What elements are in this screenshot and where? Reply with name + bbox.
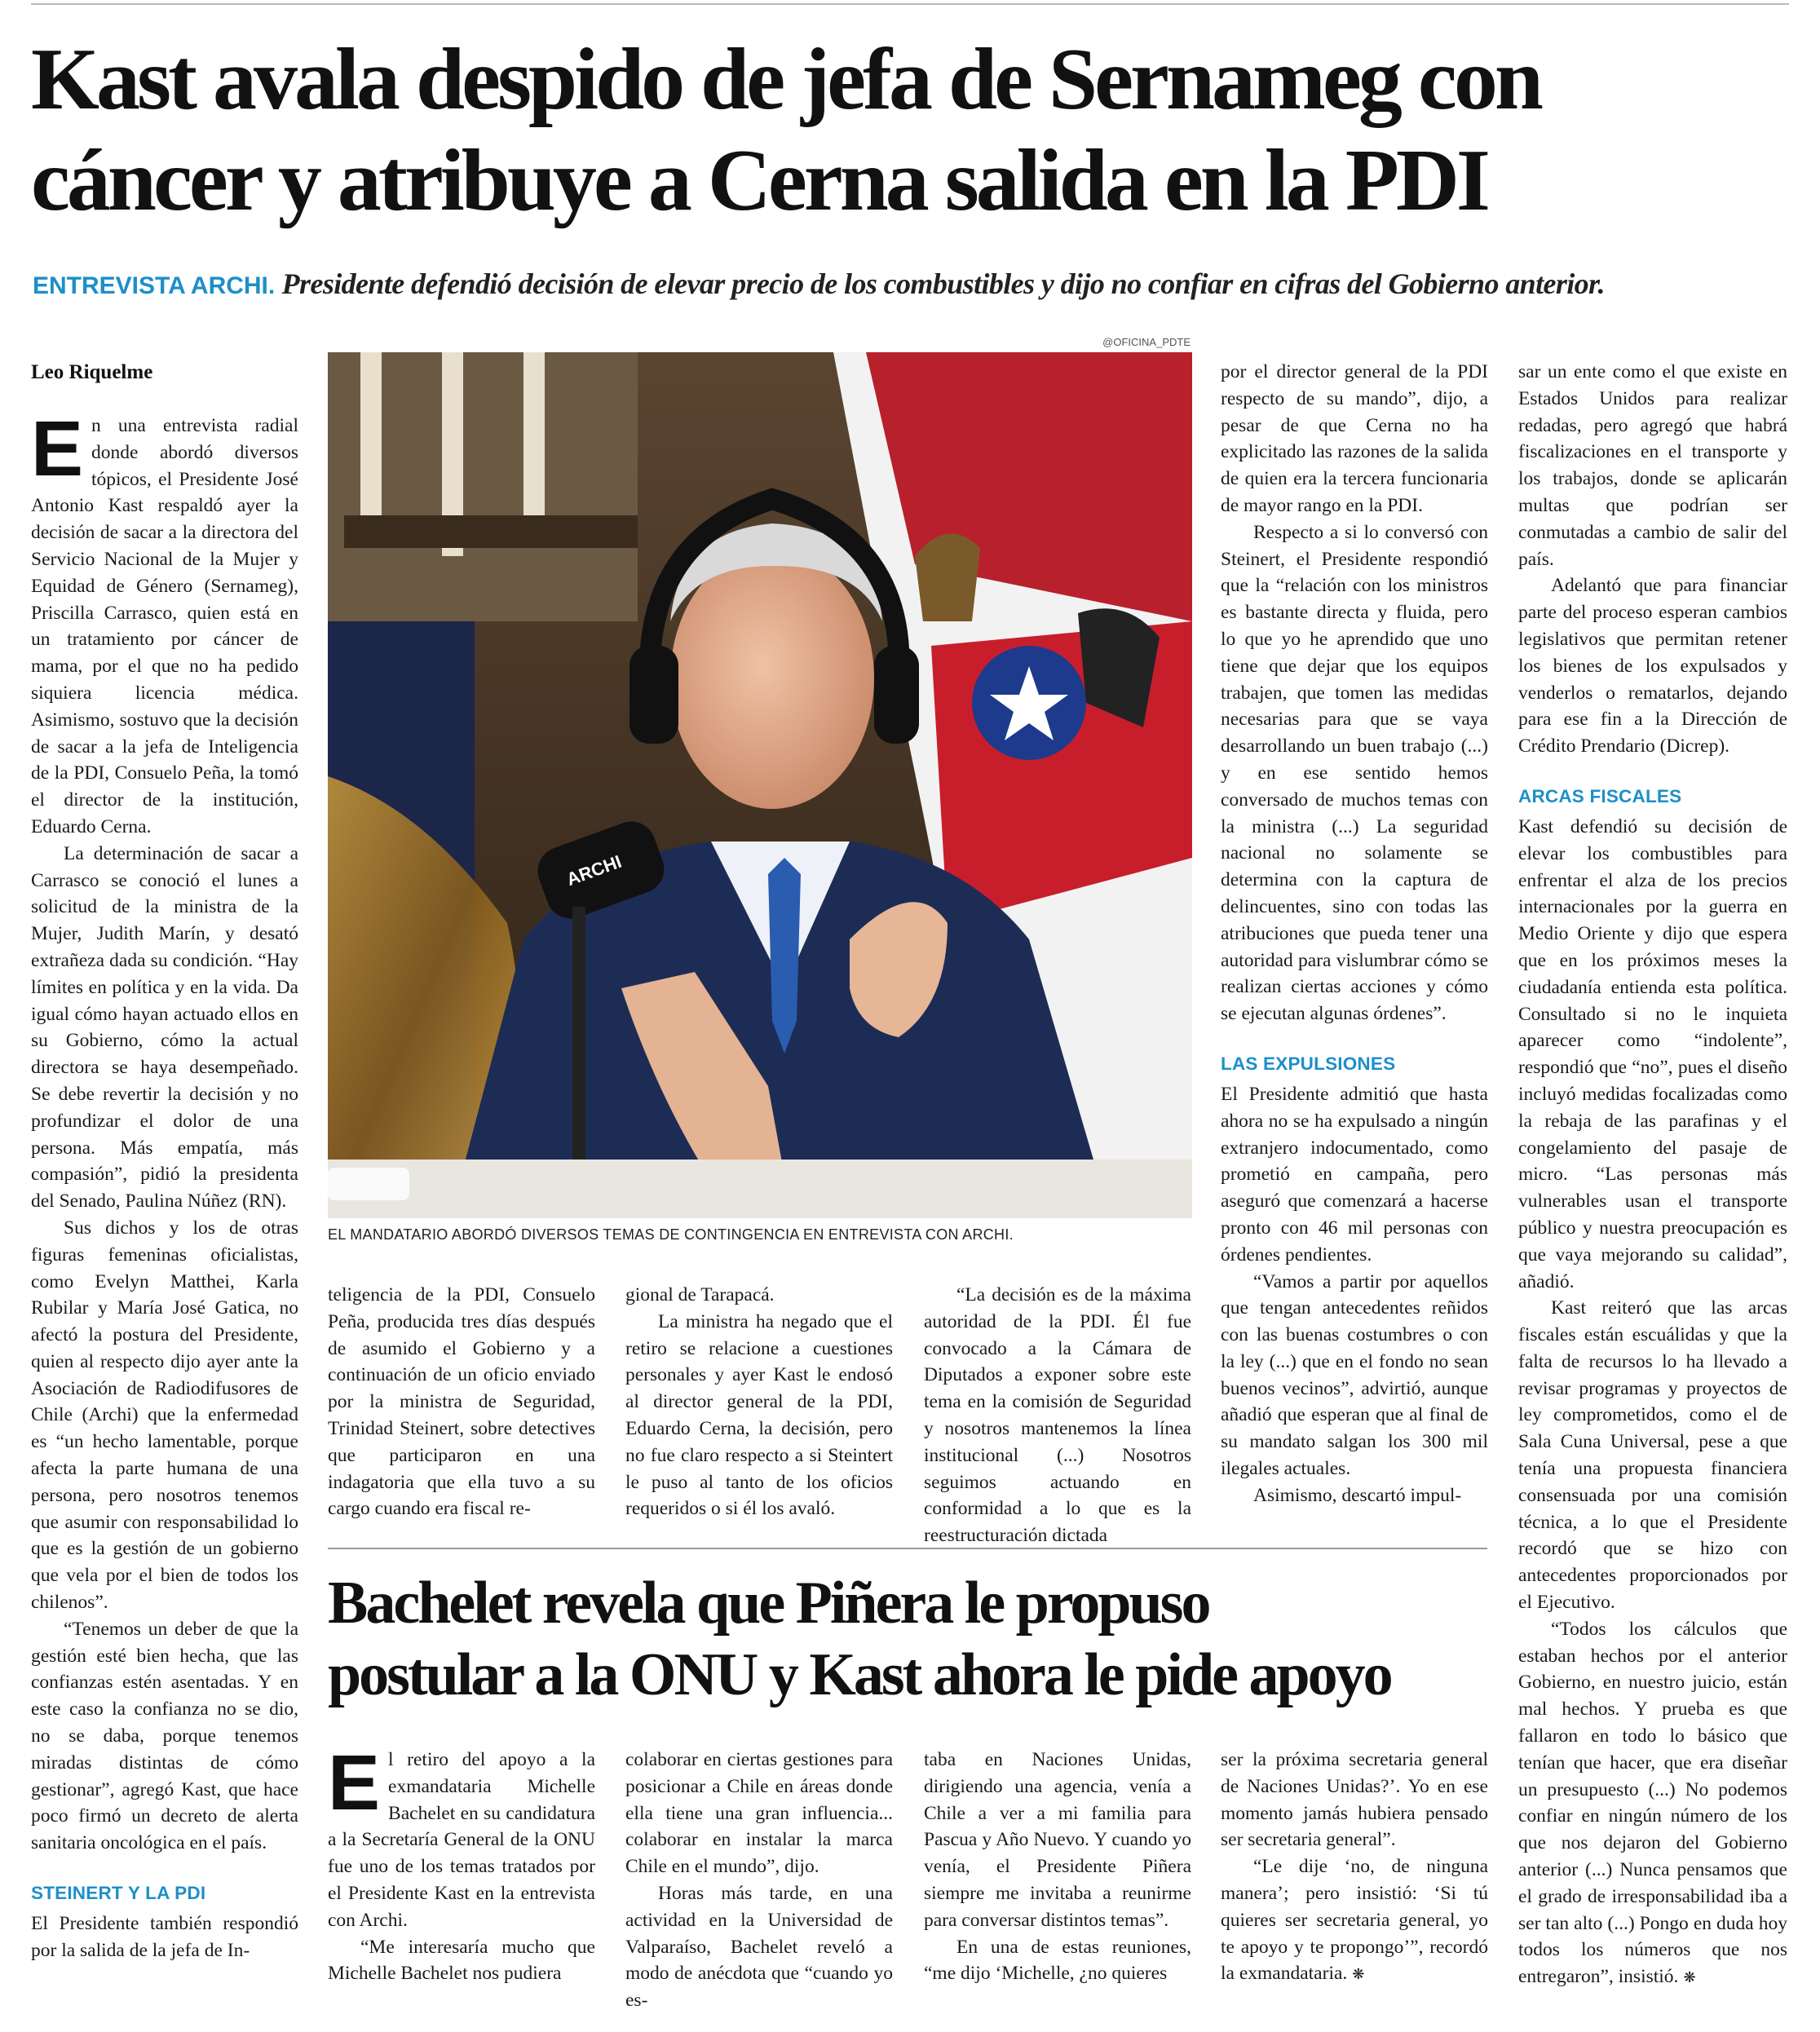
article1-column-2	[328, 1282, 595, 1522]
article1-column-5	[1221, 359, 1488, 1509]
article2-column-1	[328, 1739, 595, 1987]
article2-paragraph: colaborar en ciertas gestiones para posicionar a Chile en áreas donde ella tiene una gran influencia... colaborar en instalar la marca Chile en el mundo”, dijo.	[625, 1749, 893, 1878]
article1-paragraph: gional de Tarapacá.	[625, 1284, 775, 1305]
headline2-line-2: postular a la ONU y Kast ahora le pide apoyo	[328, 1641, 1391, 1708]
article1-column-6	[1518, 359, 1787, 1992]
article2-column-2	[625, 1747, 893, 2014]
secondary-headline	[328, 1567, 1502, 1711]
main-headline	[31, 29, 1792, 232]
article1-column-1	[31, 405, 298, 1964]
headline-line-2: cáncer y atribuye a Cerna salida en la PDI	[31, 132, 1487, 229]
article2-paragraph: En una de estas reuniones, “me dijo ‘Michelle, ¿no quieres	[924, 1936, 1191, 1985]
paragraph-text: “Todos los cálculos que estaban hechos por el anterior Gobierno, en nuestro juicio, están mal hechos. Y prueba es que fallaron en todo lo básico que tenían que hacer, que era diseñar un presupuesto (...) No podemos confiar en ningún número de los que nos dejaron del Gobierno anterior (...) Nunca pensamos que el grado de irresponsabilidad iba a ser tan alto (...) Pongo en duda hoy todos los números que nos entregaron”, insistió.	[1518, 1618, 1787, 1988]
article1-paragraph: La ministra ha negado que el retiro se relacione a cuestiones personales y ayer Kast le endosó al director general de la PDI, Eduardo Cerna, la decisión, pero no fue claro respecto a si Steintert le puso al tanto de los oficios requeridos o si él los avaló.	[625, 1310, 893, 1520]
article2-paragraph: “Me interesaría mucho que Michelle Bachelet nos pudiera	[328, 1936, 595, 1985]
subhead-steinert: STEINERT Y LA PDI	[31, 1883, 206, 1904]
headline-line-1: Kast avala despido de jefa de Sernameg con	[31, 31, 1540, 128]
article1-paragraph: Respecto a si lo conversó con Steinert, el Presidente respondió que la “relación con los ministros es bastante directa y fluida, pero lo que yo he aprendido que uno tiene que dejar que los equipos trabajen, que tomen las medidas necesarias para que se vaya desarrollando un buen trabajo (...) y en ese sentido hemos conversado de muchos temas con la ministra (...) La seguridad nacional no solamente se determina con la captura de delincuentes, sino con todas las atribuciones que pueda tener una autoridad para vislumbrar cómo se realizan ciertas acciones y cómo se ejecutan algunas órdenes”.	[1221, 521, 1488, 1025]
article1-paragraph: Asimismo, descartó impul-	[1253, 1484, 1462, 1506]
article2-column-4	[1221, 1747, 1488, 1989]
article1-column-4	[924, 1282, 1191, 1549]
deck-kicker: ENTREVISTA ARCHI.	[33, 272, 276, 299]
article2-paragraph	[328, 1739, 595, 1934]
article1-paragraph: teligencia de la PDI, Consuelo Peña, producida tres días después de asumido el Gobierno y a continuación de un oficio enviado por la ministra de Seguridad, Trinidad Steinert, sobre detectives que participaron en una indagatoria que ella tuvo a su cargo cuando era fiscal re-	[328, 1284, 595, 1520]
article-divider	[328, 1548, 1487, 1549]
photo-illustration	[328, 352, 1192, 1218]
end-mark-icon: ❋	[1352, 1966, 1365, 1984]
dropcap: E	[31, 405, 84, 493]
article1-paragraph: “Tenemos un deber de que la gestión esté bien hecha, que las confianzas estén asentadas. Y en este caso la confianza no se dio, no se daba, porque tenemos miradas distintas de cómo gestionar”, agregó Kast, que hace poco firmó un decreto de alerta sanitaria oncológica en el país.	[31, 1618, 298, 1854]
article2-paragraph: Horas más tarde, en una actividad en la Universidad de Valparaíso, Bachelet reveló a modo de anécdota que “cuando yo es-	[625, 1882, 893, 2012]
article2-paragraph: taba en Naciones Unidas, dirigiendo una agencia, venía a Chile a ver a mi familia para Pascua y Año Nuevo. Y cuando yo venía, el Presidente Piñera siempre me invitaba a reunirme para conversar distintos temas”.	[924, 1749, 1191, 1931]
article1-paragraph: Sus dichos y los de otras figuras femeninas oficialistas, como Evelyn Matthei, Karla Rubilar y María José Gatica, no afectó la postura del Presidente, quien al respecto dijo ayer ante la Asociación de Radiodifusores de Chile (Archi) que la enfermedad es “un hecho lamentable, porque afecta la parte humana de una persona, pero nosotros tenemos que asumir con responsabilidad lo que es la gestión de un gobierno que vela por el bien de todos los chilenos”.	[31, 1217, 298, 1614]
article1-column-3	[625, 1282, 893, 1522]
article1-paragraph: Kast reiteró que las arcas fiscales están escuálidas y que la falta de recursos lo ha llevado a revisar programas y proyectos de ley comprometidos, como el de Sala Cuna Universal, pese a que tenía una propuesta financiera consensuada por una comisión técnica, a lo que el Presidente recordó que se hizo con antecedentes proporcionados por el Ejecutivo.	[1518, 1297, 1787, 1614]
deck	[33, 266, 1802, 304]
photo-credit: @OFICINA_PDTE	[1102, 336, 1191, 348]
mic-logo: ARCHI	[563, 850, 625, 890]
article2-paragraph: ser la próxima secretaria general de Naciones Unidas?’. Yo en ese momento jamás hubiera pensado ser secretaria general”.	[1221, 1749, 1488, 1851]
paragraph-text: l retiro del apoyo a la exmandataria Michelle Bachelet en su candidatura a la Secretaría General de la ONU fue uno de los temas tratados por el Presidente Kast en la entrevista con Archi.	[328, 1749, 595, 1931]
photo-caption: EL MANDATARIO ABORDÓ DIVERSOS TEMAS DE CONTINGENCIA EN ENTREVISTA CON ARCHI.	[328, 1226, 1014, 1243]
article2-paragraph	[1221, 1853, 1488, 1989]
end-mark-icon: ❋	[1683, 1969, 1696, 1987]
article1-paragraph: “Vamos a partir por aquellos que tengan antecedentes reñidos con las buenas costumbres o con la ley (...) que en el fondo no sean buenos vecinos”, advirtió, aunque añadió que esperan que al final de su mandato salgan los 300 mil ilegales actuales.	[1221, 1270, 1488, 1480]
dropcap: E	[328, 1739, 381, 1827]
top-rule	[31, 3, 1789, 5]
article1-paragraph: El Presidente admitió que hasta ahora no se ha expulsado a ningún extranjero indocumentado, como prometió en campaña, pero aseguró que comenzará a hacerse pronto con 46 mil personas con órdenes pendientes.	[1221, 1083, 1488, 1266]
byline: Leo Riquelme	[31, 361, 153, 383]
subhead-expulsiones: LAS EXPULSIONES	[1221, 1053, 1396, 1074]
article1-paragraph: Kast defendió su decisión de elevar los combustibles para enfrentar el alza de los precios internacionales por la guerra en Medio Oriente y dijo que espera que en los próximos meses la ciudadanía entienda esta política. Consultado si no le inquieta aparecer como “indolente”, respondió que “no”, pues el diseño incluyó medidas focalizadas como la rebaja de las parafinas y el congelamiento del pasaje de micro. “Las personas más vulnerables usan el transporte público y nuestra preocupación es que vaya mejorando su calidad”, añadió.	[1518, 815, 1787, 1292]
article1-paragraph	[31, 405, 298, 841]
article1-paragraph: El Presidente también respondió por la salida de la jefa de In-	[31, 1913, 298, 1961]
article1-paragraph: por el director general de la PDI respecto de su mando”, dijo, a pesar de que Cerna no ha explicitado las razones de la salida de quien era la tercera funcionaria de mayor rango en la PDI.	[1221, 361, 1488, 516]
article1-paragraph	[1518, 1616, 1787, 1992]
article2-column-3	[924, 1747, 1191, 1987]
interview-photo	[328, 352, 1192, 1218]
paragraph-text: “Le dije ‘no, de ninguna manera’; pero insistió: ‘Si tú quieres ser secretaria general, yo te apoyo y te propongo’”, recordó la exmandataria.	[1221, 1856, 1488, 1985]
paragraph-text: n una entrevista radial donde abordó diversos tópicos, el Presidente José Antonio Kast respaldó ayer la decisión de sacar a la directora del Servicio Nacional de la Mujer y Equidad de Género (Sernameg), Priscilla Carrasco, quien está en un tratamiento por cáncer de mama, por el que no ha pedido siquiera licencia médica. Asimismo, sostuvo que la decisión de sacar a la jefa de Inteligencia de la PDI, Consuelo Peña, la tomó el director de la institución, Eduardo Cerna.	[31, 415, 298, 837]
deck-text: Presidente defendió decisión de elevar precio de los combustibles y dijo no confiar en cifras del Gobierno anterior.	[281, 267, 1605, 300]
subhead-arcas-fiscales: ARCAS FISCALES	[1518, 785, 1682, 806]
article1-paragraph: La determinación de sacar a Carrasco se conoció el lunes a solicitud de la ministra de la Mujer, Judith Marín, y desató extrañeza dada su condición. “Hay límites en política y en la vida. Da igual cómo hayan actuado ellos en su Gobierno, cómo la actual directora se haya desempeñado. Se debe revertir la decisión y no profundizar el dolor de una persona. Más empatía, más compasión”, pidió la presidenta del Senado, Paulina Núñez (RN).	[31, 842, 298, 1213]
article1-paragraph: sar un ente como el que existe en Estados Unidos para realizar redadas, pero agregó que habrá fiscalizaciones en el transporte y los trabajos, donde se aplicarán multas que podrían ser conmutadas a cambio de salir del país.	[1518, 361, 1787, 570]
article1-paragraph: “La decisión es de la máxima autoridad de la PDI. Él fue convocado a la Cámara de Diputados a exponer sobre este tema en la comisión de Seguridad y nosotros mantenemos la línea institucional (...) Nosotros seguimos actuando en conformidad a lo que es la reestructuración dictada	[924, 1284, 1191, 1547]
article1-paragraph: Adelantó que para financiar parte del proceso esperan cambios legislativos que permitan retener los bienes de los expulsados y venderlos o rematarlos, dejando para ese fin a la Dirección de Crédito Prendario (Dicrep).	[1518, 575, 1787, 758]
headline2-line-1: Bachelet revela que Piñera le propuso	[328, 1570, 1209, 1637]
